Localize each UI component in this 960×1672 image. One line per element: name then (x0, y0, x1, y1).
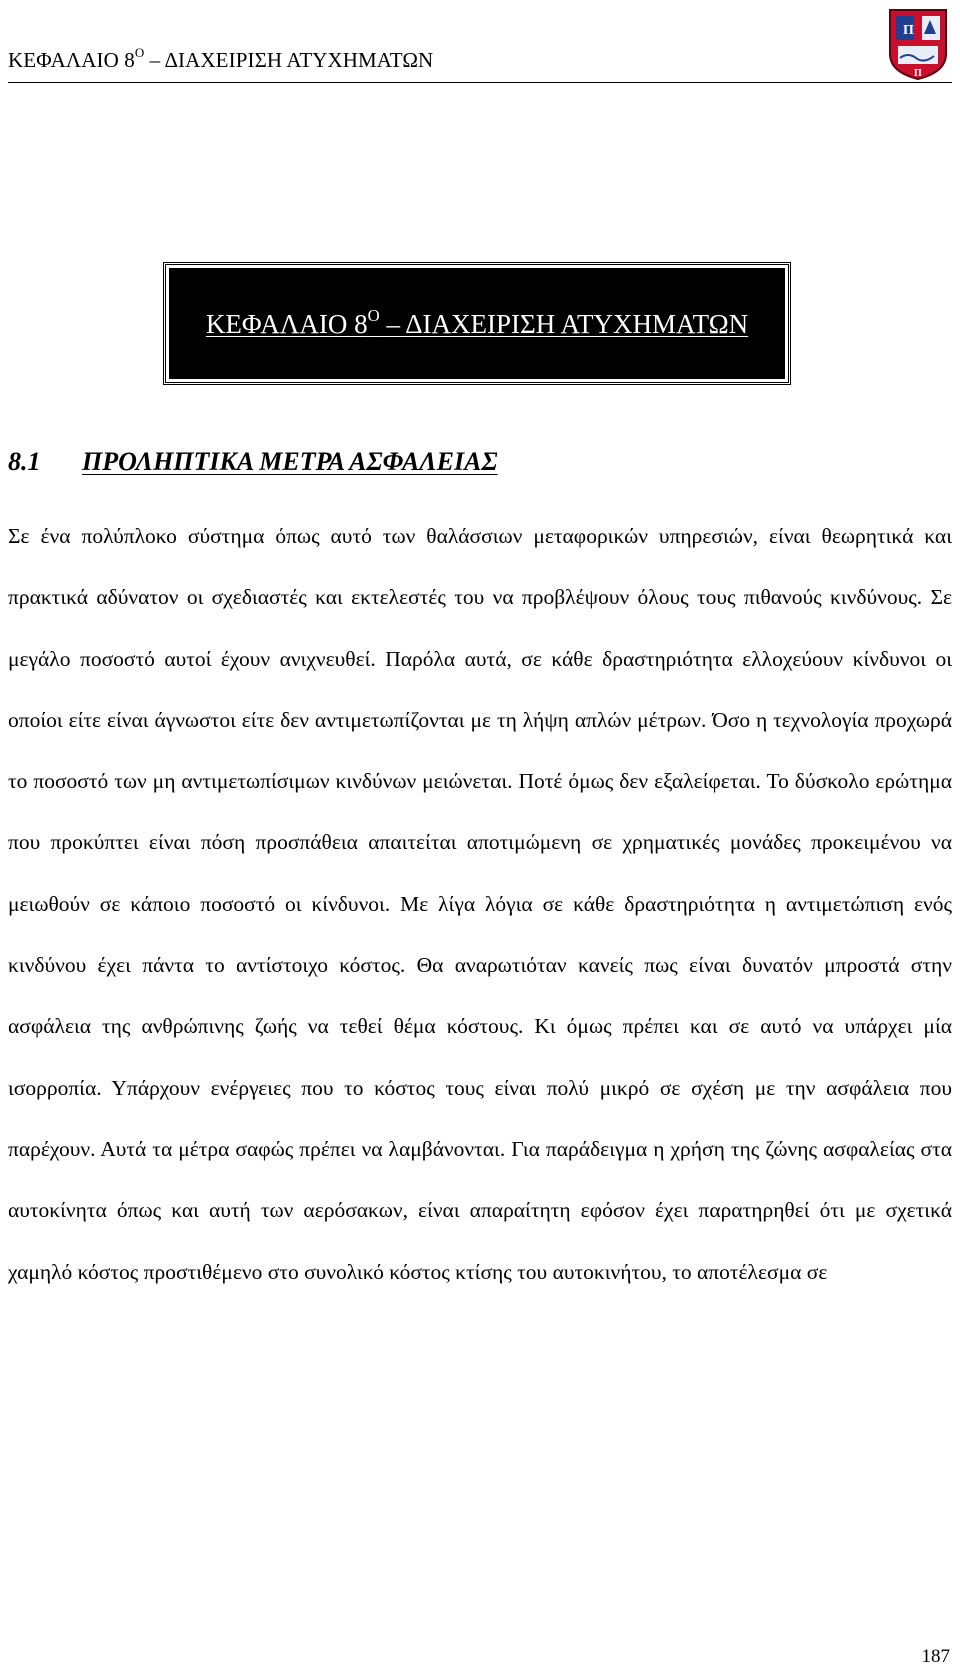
chapter-title-prefix: ΚΕΦΑΛΑΙΟ 8 (205, 308, 368, 339)
logo-letter-left: Π (903, 23, 914, 38)
running-header-superscript: Ο (134, 45, 145, 60)
running-header (8, 47, 433, 73)
running-header-prefix: ΚΕΦΑΛΑΙΟ 8 (8, 48, 135, 72)
logo-letter-bottom: Π (914, 68, 922, 79)
running-header-suffix: – ΔΙΑΧΕΙΡΙΣΗ ΑΤΥΧΗΜΑΤΩΝ (144, 48, 434, 72)
body-paragraph: Σε ένα πολύπλοκο σύστημα όπως αυτό των θαλάσσιων μεταφορικών υπηρεσιών, είναι θεωρητικά και πρακτικά αδύνατον οι σχεδιαστές και εκτελεστές του να προβλέψουν όλους τους πιθανούς κινδύνους. Σε μεγάλο ποσοστό αυτοί έχουν ανιχνευθεί. Παρόλα αυτά, σε κάθε δραστηριότητα ελλοχεύουν κίνδυνοι οι οποίοι είτε είναι άγνωστοι είτε δεν αντιμετωπίζονται με τη λήψη απλών μέτρων. Όσο η τεχνολογία προχωρά το ποσοστό των μη αντιμετωπίσιμων κινδύνων μειώνεται. Ποτέ όμως δεν εξαλείφεται. Το δύσκολο ερώτημα που προκύπτει είναι πόση προσπάθεια απαιτείται αποτιμώμενη σε χρηματικές μονάδες προκειμένου να μειωθούν σε κάποιο ποσοστό οι κίνδυνοι. Με λίγα λόγια σε κάθε δραστηριότητα η αντιμετώπιση ενός κινδύνου έχει πάντα το αντίστοιχο κόστος. Θα αναρωτιόταν κανείς πως είναι δυνατόν μπροστά στην ασφάλεια της ανθρώπινης ζωής να τεθεί θέμα κόστους. Κι όμως πρέπει και σε αυτό να υπάρχει μία ισορροπία. Υπάρχουν ενέργειες που το κόστος τους είναι πολύ μικρό σε σχέση με την ασφάλεια που παρέχουν. Αυτά τα μέτρα σαφώς πρέπει να λαμβάνονται. Για παράδειγμα η χρήση της ζώνης ασφαλείας στα αυτοκίνητα όπως και αυτή των αερόσακων, είναι απαραίτητη εφόσον έχει παρατηρηθεί ότι με σχετικά χαμηλό κόστος προστιθέμενο στο συνολικό κόστος κτίσης του αυτοκινήτου, το αποτέλεσμα σε (8, 524, 952, 1284)
chapter-title-superscript: Ο (367, 305, 380, 325)
page-number: 187 (921, 1646, 950, 1667)
chapter-title-box (163, 262, 791, 385)
chapter-title-suffix: – ΔΙΑΧΕΙΡΙΣΗ ΑΤΥΧΗΜΑΤΩΝ (379, 308, 749, 339)
section-title: ΠΡΟΛΗΠΤΙΚΑ ΜΕΤΡΑ ΑΣΦΑΛΕΙΑΣ (82, 447, 498, 476)
header-divider (8, 82, 952, 83)
chapter-title-inner (169, 268, 785, 379)
section-heading (8, 447, 498, 477)
section-number: 8.1 (8, 447, 41, 476)
chapter-title (205, 305, 749, 340)
university-logo (886, 6, 950, 82)
